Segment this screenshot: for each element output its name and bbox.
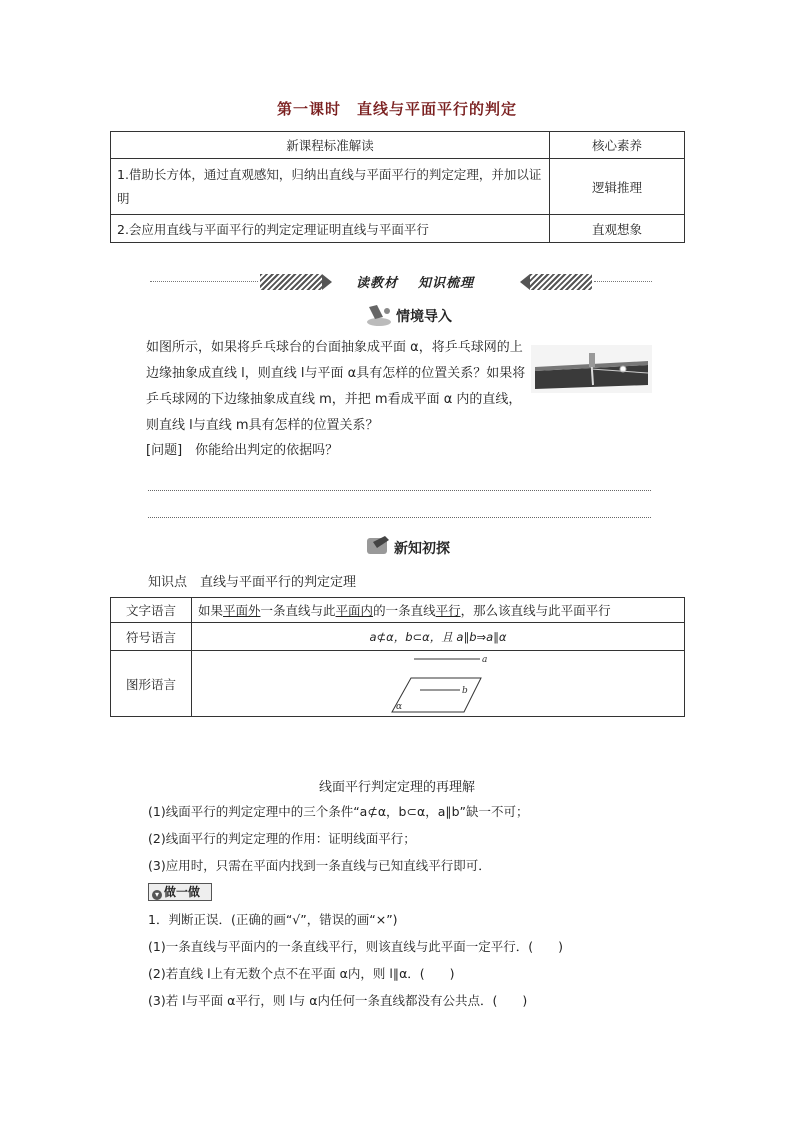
standards-row-text: 2.会应用直线与平面平行的判定定理证明直线与平面平行 — [111, 215, 550, 243]
banner-dotted-line — [150, 281, 258, 282]
page-title: 第一课时 直线与平面平行的判定 — [276, 100, 517, 118]
banner-arrow-left-icon — [520, 274, 530, 290]
knowledge-figure-cell — [192, 651, 685, 717]
chevron-down-icon: ▾ — [152, 890, 162, 900]
figure-label-b: b — [462, 685, 468, 696]
section-title-new-knowledge: 新知初探 — [394, 541, 450, 557]
standards-row-literacy: 逻辑推理 — [550, 159, 685, 215]
figure-label-alpha: α — [396, 701, 403, 712]
banner-arrow-right-icon — [322, 274, 332, 290]
practice-badge — [148, 883, 212, 901]
reunderstand-title: 线面平行判定定理的再理解 — [318, 780, 475, 795]
scene-intro-icon — [365, 303, 395, 327]
standards-table — [110, 131, 685, 243]
scene-paragraph — [146, 335, 526, 439]
banner-stripe-right — [530, 274, 592, 290]
standards-row-literacy: 直观想象 — [550, 215, 685, 243]
ping-pong-table-image — [531, 345, 652, 393]
knowledge-point-title: 知识点 直线与平面平行的判定定理 — [148, 575, 357, 590]
answer-line — [148, 517, 651, 518]
section-banner — [150, 271, 652, 293]
knowledge-label-text: 文字语言 — [111, 598, 192, 623]
standards-header-interpretation: 新课程标准解读 — [111, 132, 550, 159]
practice-item: (3)若 l与平面 α平行，则 l与 α内任何一条直线都没有公共点．( ) — [148, 993, 528, 1008]
practice-badge-label: 做一做 — [164, 885, 201, 899]
scene-paragraph-text: 如图所示，如果将乒乓球台的台面抽象成平面 α，将乒乓球网的上边缘抽象成直线 l，则直线 l与平面 α具有怎样的位置关系？如果将乒乓球网的下边缘抽象成直线 m，并把 m看成平面 α 内的直线，则直线 l与直线 m具有怎样的位置关系？ — [146, 340, 526, 433]
knowledge-symbol-statement: a⊄α，b⊂α，且 a∥b⇒a∥α — [192, 623, 685, 651]
banner-label-left: 读教材 — [356, 276, 399, 291]
standards-row-text: 1.借助长方体，通过直观感知，归纳出直线与平面平行的判定定理，并加以证明 — [111, 159, 550, 215]
scene-question: [问题] 你能给出判定的依据吗？ — [146, 443, 339, 458]
practice-item: (2)若直线 l上有无数个点不在平面 α内，则 l∥α．( ) — [148, 966, 455, 981]
figure-label-a: a — [482, 654, 488, 665]
section-title-scene: 情境导入 — [396, 309, 452, 325]
banner-dotted-line — [594, 281, 652, 282]
practice-question: 1．判断正误．(正确的画“√”，错误的画“×”) — [148, 912, 398, 927]
banner-label-right: 知识梳理 — [418, 276, 475, 291]
knowledge-table — [110, 597, 685, 717]
banner-stripe-left — [260, 274, 322, 290]
knowledge-label-figure: 图形语言 — [111, 651, 192, 717]
answer-line — [148, 490, 651, 491]
reunderstand-item: (2)线面平行的判定定理的作用：证明线面平行； — [148, 831, 416, 846]
reunderstand-item: (3)应用时，只需在平面内找到一条直线与已知直线平行即可． — [148, 858, 491, 873]
new-knowledge-icon — [365, 534, 393, 558]
practice-item: (1)一条直线与平面内的一条直线平行，则该直线与此平面一定平行．( ) — [148, 939, 563, 954]
line-plane-figure — [198, 654, 678, 714]
reunderstand-item: (1)线面平行的判定定理中的三个条件“a⊄α，b⊂α，a∥b”缺一不可； — [148, 804, 529, 819]
standards-header-literacy: 核心素养 — [550, 132, 685, 159]
knowledge-label-symbol: 符号语言 — [111, 623, 192, 651]
knowledge-text-statement: 如果平面外一条直线与此平面内的一条直线平行，那么该直线与此平面平行 — [192, 598, 685, 623]
